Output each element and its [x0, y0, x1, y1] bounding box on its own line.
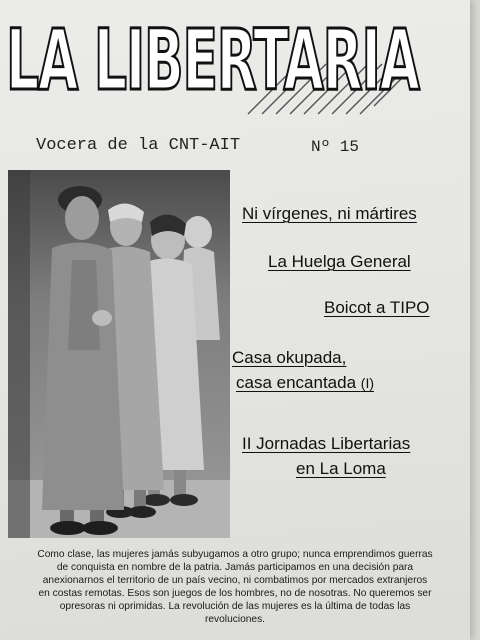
- headline-casa-okupada-line1: Casa okupada,: [232, 348, 347, 367]
- issue-number: Nº 15: [311, 138, 360, 156]
- caption-line: Como clase, las mujeres jamás subyugamos a otro grupo; nunca emprendimos guerras: [37, 549, 433, 560]
- headline-boicot-tipo: Boicot a TIPO: [324, 298, 430, 317]
- masthead-title: LA LIBERTARIA: [6, 11, 419, 109]
- caption-quote: [6, 548, 464, 626]
- headline-jornadas-line2: en La Loma: [296, 459, 386, 478]
- caption-line: en costas remotas. Esos son juegos de los hombres, no de nosotras. No queremos ser: [38, 588, 432, 599]
- caption-line: de conquista en nombre de la patria. Jamás participamos en una decisión para: [56, 562, 414, 573]
- cover-photo-illustration: [8, 170, 230, 538]
- publication-subtitle: Vocera de la CNT-AIT: [36, 136, 241, 155]
- headline-huelga-general: La Huelga General: [268, 252, 411, 271]
- cover-photo: [8, 170, 230, 538]
- caption-line: opresoras ni oprimidas. La revolución de las mujeres es la última de todas las: [59, 601, 411, 612]
- headline-jornadas-line1: II Jornadas Libertarias: [242, 434, 411, 453]
- headline-casa-okupada-line2: [236, 373, 374, 393]
- caption-line: revoluciones.: [204, 614, 266, 625]
- caption-line: anexionarnos el territorio de un país vecino, ni combatimos por mercados extranjeros: [42, 575, 428, 586]
- headline-part-number: (I): [360, 375, 374, 391]
- headline-casa-encantada-text: casa encantada: [236, 373, 357, 392]
- headline-ni-virgenes: Ni vírgenes, ni mártires: [242, 204, 417, 223]
